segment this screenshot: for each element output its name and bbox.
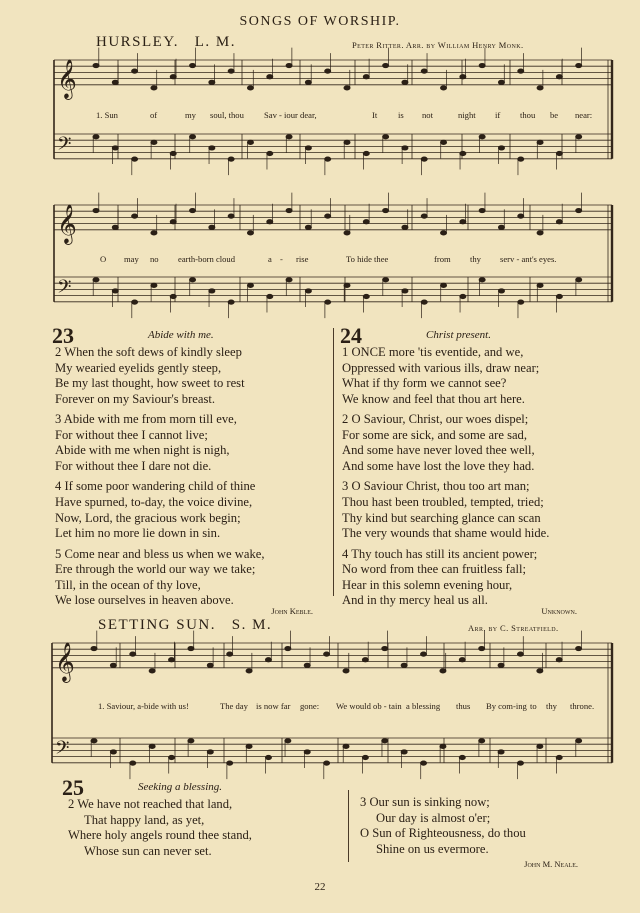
stanza	[342, 547, 615, 609]
note-head	[460, 294, 466, 298]
note-head	[460, 151, 466, 155]
treble-clef: 𝄞	[57, 58, 77, 98]
tune-credit-hursley: Peter Ritter. Arr. by William Henry Monk.	[352, 40, 524, 50]
hymn-subtitle: Seeking a blessing.	[138, 781, 223, 793]
note-head	[169, 658, 175, 662]
note-head	[110, 750, 116, 754]
verse-line: Till, in the ocean of thy love,	[55, 577, 201, 592]
note-head	[344, 231, 350, 235]
note-head	[207, 663, 213, 667]
treble-clef: 𝄞	[55, 641, 75, 681]
verse-line: For some are sick, and some are sad,	[342, 427, 528, 442]
note-head	[130, 652, 136, 656]
note-head	[402, 146, 408, 150]
page-header: SONGS OF WORSHIP.	[239, 14, 401, 29]
note-head	[209, 146, 215, 150]
note-head	[363, 220, 369, 224]
stanza	[342, 479, 615, 541]
lyric: be	[550, 110, 559, 120]
note-head	[421, 157, 427, 161]
column-divider	[333, 328, 334, 596]
note-head	[149, 669, 155, 673]
stanza	[342, 345, 615, 407]
lyric: throne.	[570, 701, 595, 711]
note-head	[576, 646, 582, 650]
note-head	[441, 231, 447, 235]
note-head	[576, 63, 582, 67]
note-head	[518, 69, 524, 73]
note-head	[305, 289, 311, 293]
note-head	[304, 750, 310, 754]
note-head	[132, 300, 138, 304]
note-head	[441, 283, 447, 287]
hymn-author: Unknown.	[541, 605, 577, 616]
note-head	[537, 669, 543, 673]
note-head	[170, 151, 176, 155]
note-head	[440, 669, 446, 673]
note-head	[285, 739, 291, 743]
verse-line: And some have lost the love they had.	[342, 458, 535, 473]
note-head	[382, 739, 388, 743]
note-head	[247, 231, 253, 235]
note-head	[228, 300, 234, 304]
lyric: my	[185, 110, 196, 120]
note-head	[498, 146, 504, 150]
verse-line: What if thy form we cannot see?	[342, 376, 507, 391]
verse-line: 3 O Saviour Christ, thou too art man;	[342, 479, 530, 494]
note-head	[265, 755, 271, 759]
note-head	[401, 663, 407, 667]
note-head	[246, 744, 252, 748]
bass-clef: 𝄢	[57, 276, 72, 303]
lyric: of	[150, 110, 158, 120]
note-head	[151, 140, 157, 144]
lyric: earth-born cloud	[178, 254, 236, 264]
stanza	[342, 412, 615, 474]
verse-line: 3 Abide with me from morn till eve,	[55, 412, 237, 427]
note-head	[498, 289, 504, 293]
verse-line: 2 O Saviour, Christ, our woes dispel;	[342, 412, 529, 427]
note-head	[246, 669, 252, 673]
bass-clef: 𝄢	[57, 133, 72, 160]
note-head	[363, 294, 369, 298]
verse-line: Where holy angels round thee stand,	[68, 828, 252, 843]
verse-line: Whose sun can never set.	[84, 843, 212, 858]
stanza	[68, 797, 352, 859]
note-head	[343, 669, 349, 673]
note-head	[93, 278, 99, 282]
verse-line: Be my last thought, how sweet to rest	[55, 376, 245, 391]
verse-line: 2 When the soft dews of kindly sleep	[55, 345, 242, 359]
note-head	[556, 755, 562, 759]
note-head	[479, 739, 485, 743]
lyric: no	[150, 254, 159, 264]
verse-line: Have spurned, to-day, the voice divine,	[55, 494, 253, 509]
lyric: thus	[456, 701, 471, 711]
note-head	[363, 151, 369, 155]
note-head	[190, 135, 196, 139]
note-head	[362, 658, 368, 662]
hymn-verses	[68, 797, 352, 859]
verse-line: For without thee I dare not die.	[55, 458, 212, 473]
note-head	[305, 225, 311, 229]
note-head	[421, 69, 427, 73]
note-head	[151, 231, 157, 235]
lyric: By com-ing	[486, 701, 527, 711]
hymn-number: 23	[52, 323, 74, 348]
note-head	[190, 63, 196, 67]
verse-line: The very wounds that shame would hide.	[342, 526, 550, 541]
verse-line: Thou hast been troubled, tempted, tried;	[342, 494, 544, 509]
verse-line: Thy kind but searching glance can scan	[342, 510, 541, 525]
hymn-verses	[55, 345, 327, 609]
treble-clef: 𝄞	[57, 203, 77, 243]
note-head	[518, 157, 524, 161]
note-head	[188, 739, 194, 743]
lyric: 1. Sun	[96, 110, 118, 120]
verse-line: Abide with me when night is nigh,	[55, 443, 230, 458]
verse-line: Our day is almost o'er;	[376, 810, 491, 825]
note-head	[227, 761, 233, 765]
note-head	[247, 283, 253, 287]
note-head	[576, 739, 582, 743]
note-head	[383, 278, 389, 282]
verse-line: 4 If some poor wandering child of thine	[55, 479, 256, 494]
lyric: The day	[220, 701, 248, 711]
lyric: thy	[546, 701, 557, 711]
note-head	[518, 300, 524, 304]
note-head	[247, 86, 253, 90]
note-head	[421, 300, 427, 304]
note-head	[556, 658, 562, 662]
note-head	[440, 744, 446, 748]
verse-line: No word from thee can fruitless fall;	[342, 562, 526, 577]
verse-line: Forever on my Saviour's breast.	[55, 391, 216, 406]
tune-meter: S. M.	[231, 617, 273, 633]
note-head	[421, 214, 427, 218]
lyric: Sav - iour dear,	[264, 110, 317, 120]
note-head	[267, 220, 273, 224]
verse-line: We know and feel that thou art here.	[342, 391, 525, 406]
note-head	[209, 225, 215, 229]
note-head	[479, 63, 485, 67]
verse-line: We lose ourselves in heaven above.	[55, 593, 234, 608]
note-head	[209, 289, 215, 293]
note-head	[383, 135, 389, 139]
note-head	[401, 750, 407, 754]
lyric: may	[124, 254, 139, 264]
note-head	[130, 761, 136, 765]
page-number: 22	[314, 881, 326, 893]
note-head	[207, 750, 213, 754]
note-head	[383, 63, 389, 67]
verse-line: For without thee I cannot live;	[55, 427, 208, 442]
lyric: near:	[575, 110, 593, 120]
tune-title-setting-sun	[98, 617, 272, 634]
verse-line: 2 We have not reached that land,	[68, 797, 233, 811]
note-head	[402, 225, 408, 229]
note-head	[362, 755, 368, 759]
note-head	[537, 140, 543, 144]
note-head	[286, 135, 292, 139]
lyric: is	[398, 110, 404, 120]
lyric: rise	[296, 254, 309, 264]
hymn-25	[62, 777, 352, 864]
lyric: To hide thee	[346, 254, 389, 264]
note-head	[286, 63, 292, 67]
hymn-subtitle: Christ present.	[426, 329, 491, 341]
lyric: 1. Saviour, a-bide with us!	[98, 701, 189, 711]
note-head	[576, 208, 582, 212]
note-head	[325, 214, 331, 218]
stanza	[55, 479, 327, 541]
note-head	[305, 146, 311, 150]
note-head	[498, 80, 504, 84]
hymn-subtitle: Abide with me.	[148, 329, 214, 341]
note-head	[170, 220, 176, 224]
note-head	[190, 208, 196, 212]
note-head	[537, 283, 543, 287]
note-head	[441, 86, 447, 90]
note-head	[265, 658, 271, 662]
note-head	[479, 278, 485, 282]
note-head	[170, 75, 176, 79]
note-head	[460, 220, 466, 224]
verse-line: Ere through the world our way we take;	[55, 562, 256, 577]
note-head	[421, 652, 427, 656]
verse-line: 1 ONCE more 'tis eventide, and we,	[342, 345, 524, 359]
verse-line: Hear in this solemn evening hour,	[342, 577, 513, 592]
lyric: -	[280, 254, 283, 264]
lyric: if	[495, 110, 501, 120]
lyric: thou	[520, 110, 536, 120]
note-head	[112, 146, 118, 150]
note-head	[149, 744, 155, 748]
note-head	[285, 646, 291, 650]
note-head	[267, 151, 273, 155]
stanza	[55, 412, 327, 474]
note-head	[517, 652, 523, 656]
hymn-author: John Keble.	[271, 605, 313, 616]
note-head	[91, 739, 97, 743]
note-head	[576, 278, 582, 282]
verse-line: That happy land, as yet,	[84, 812, 205, 827]
note-head	[498, 225, 504, 229]
verse-line: 5 Come near and bless us when we wake,	[55, 546, 265, 561]
note-head	[169, 755, 175, 759]
note-head	[305, 80, 311, 84]
lyric: is now far	[256, 701, 291, 711]
lyric: We would ob - tain	[336, 701, 402, 711]
note-head	[110, 663, 116, 667]
note-head	[304, 663, 310, 667]
verse-line: And in thy mercy heal us all.	[342, 593, 488, 608]
note-head	[460, 75, 466, 79]
lyric: not	[422, 110, 433, 120]
note-head	[93, 208, 99, 212]
note-head	[383, 208, 389, 212]
note-head	[325, 300, 331, 304]
verse-line: Now, Lord, the gracious work begin;	[55, 510, 241, 525]
lyric: soul, thou	[210, 110, 244, 120]
note-head	[267, 294, 273, 298]
note-head	[343, 744, 349, 748]
note-head	[556, 220, 562, 224]
hymn-24	[340, 325, 615, 616]
note-head	[324, 761, 330, 765]
note-head	[286, 278, 292, 282]
note-head	[537, 86, 543, 90]
lyric: night	[458, 110, 476, 120]
note-head	[228, 69, 234, 73]
note-head	[188, 646, 194, 650]
note-head	[247, 140, 253, 144]
note-head	[325, 157, 331, 161]
bass-clef: 𝄢	[55, 737, 70, 764]
hymn-number: 24	[340, 323, 362, 348]
verse-line: Oppressed with various ills, draw near;	[342, 360, 540, 375]
lyric: a blessing	[406, 701, 441, 711]
note-head	[518, 214, 524, 218]
note-head	[556, 75, 562, 79]
lyric: gone:	[300, 701, 320, 711]
note-head	[228, 157, 234, 161]
note-head	[498, 750, 504, 754]
column-divider	[348, 790, 349, 862]
note-head	[112, 80, 118, 84]
note-head	[344, 86, 350, 90]
hymn-23	[52, 325, 327, 616]
lyric: O	[100, 254, 107, 264]
verse-line: 4 Thy touch has still its ancient power;	[342, 546, 538, 561]
verse-line: O Sun of Righteousness, do thou	[360, 826, 526, 841]
note-head	[537, 231, 543, 235]
stanza	[55, 547, 327, 609]
verse-line: Let him no more lie down in sin.	[55, 526, 221, 541]
note-head	[190, 278, 196, 282]
note-head	[151, 283, 157, 287]
lyric: a	[268, 254, 272, 264]
hymn-verses	[342, 345, 615, 609]
note-head	[479, 135, 485, 139]
note-head	[344, 283, 350, 287]
note-head	[112, 225, 118, 229]
hymn-number: 25	[62, 775, 84, 800]
tune-credit-setting-sun: Arr. by C. Streatfield.	[468, 623, 559, 633]
note-head	[228, 214, 234, 218]
note-head	[459, 658, 465, 662]
note-head	[498, 663, 504, 667]
note-head	[537, 744, 543, 748]
note-head	[382, 646, 388, 650]
note-head	[402, 80, 408, 84]
note-head	[556, 151, 562, 155]
note-head	[227, 652, 233, 656]
lyric: from	[434, 254, 451, 264]
note-head	[91, 646, 97, 650]
note-head	[286, 208, 292, 212]
tune-meter: L. M.	[194, 34, 236, 50]
lyric: serv - ant's eyes.	[500, 254, 557, 264]
note-head	[459, 755, 465, 759]
note-head	[93, 135, 99, 139]
note-head	[132, 157, 138, 161]
stanza	[55, 345, 327, 407]
note-head	[151, 86, 157, 90]
note-head	[132, 69, 138, 73]
note-head	[170, 294, 176, 298]
lyric: It	[372, 110, 378, 120]
verse-line: And some have never loved thee well,	[342, 443, 535, 458]
note-head	[112, 289, 118, 293]
stanza	[360, 795, 630, 857]
verse-line: Shine on us evermore.	[376, 841, 489, 856]
note-head	[344, 140, 350, 144]
note-head	[325, 69, 331, 73]
note-head	[517, 761, 523, 765]
note-head	[402, 289, 408, 293]
note-head	[363, 75, 369, 79]
lyric: to	[530, 701, 537, 711]
hymn-author: John M. Neale.	[524, 859, 578, 870]
tune-name: SETTING SUN.	[98, 617, 216, 633]
verse-line: 3 Our sun is sinking now;	[360, 795, 490, 809]
note-head	[441, 140, 447, 144]
note-head	[209, 80, 215, 84]
note-head	[576, 135, 582, 139]
note-head	[93, 63, 99, 67]
note-head	[479, 646, 485, 650]
verse-line: My wearied eyelids gently steep,	[55, 360, 222, 375]
note-head	[556, 294, 562, 298]
hymn-25-stanza-3	[360, 795, 630, 873]
tune-name: HURSLEY.	[96, 34, 179, 50]
note-head	[421, 761, 427, 765]
note-head	[132, 214, 138, 218]
lyric: thy	[470, 254, 481, 264]
note-head	[479, 208, 485, 212]
note-head	[324, 652, 330, 656]
note-head	[267, 75, 273, 79]
